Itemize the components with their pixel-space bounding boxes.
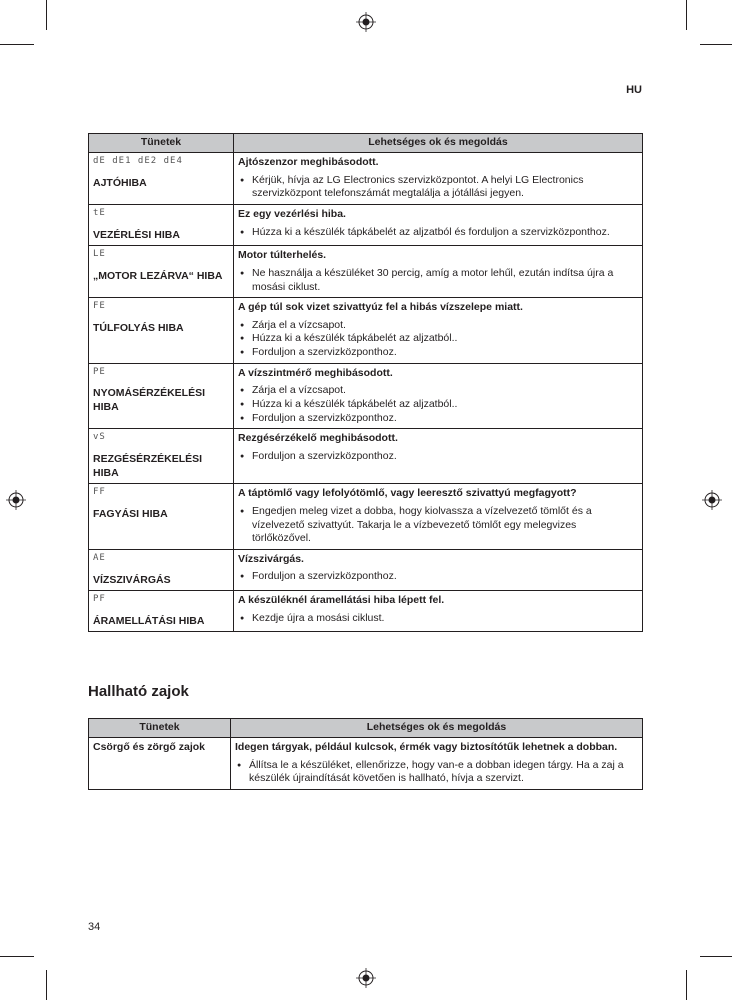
solution-list [238,267,637,294]
cause-cell [231,738,643,790]
solution-step: ● Kezdje újra a mosási ciklust. [238,612,637,626]
symptom-cell [89,204,234,245]
solution-list [238,174,637,201]
crop-mark [46,970,47,1000]
symptom-cell [89,363,234,429]
cause-text: Ez egy vezérlési hiba. [238,207,346,220]
page-number: 34 [88,921,101,933]
solution-step: ● Ne használja a készüléket 30 percig, amíg a motor lehűl, ezután indítsa újra a mosási ciklust. [238,267,637,294]
cause-text: Idegen tárgyak, például kulcsok, érmék vagy biztosítótűk lehetnek a dobban. [235,741,618,753]
symptom-cell [89,484,234,550]
crop-mark [686,970,687,1000]
solution-step: ● Engedjen meleg vizet a dobba, hogy kiolvassza a vízelvezető tömlőt és a vízelvezető szivattyút. Takarja le a vízbevezető tömlőt egy melegvizes törlőközővel. [238,505,637,546]
column-header-causes: Lehetséges ok és megoldás [231,719,643,738]
cause-text: Rezgésérzékelő meghibásodott. [238,432,398,445]
cause-text: Motor túlterhelés. [238,249,327,262]
table-header-row [89,134,643,153]
symptom-name: NYOMÁSÉRZÉKELÉSI HIBA [93,387,206,414]
crop-mark [700,956,732,957]
solution-step: ● Forduljon a szervizközponthoz. [238,346,637,360]
table-row [89,204,643,245]
symptom-name: FAGYÁSI HIBA [93,507,168,520]
error-code: FE [93,301,106,312]
symptom-name: AJTÓHIBA [93,176,147,189]
table-row [89,246,643,298]
cause-cell [234,484,643,550]
symptom-name: TÚLFOLYÁS HIBA [93,321,184,334]
solution-step: ● Húzza ki a készülék tápkábelét az aljzatból és forduljon a szervizközponthoz. [238,226,637,240]
error-code: PF [93,594,106,605]
column-header-causes: Lehetséges ok és megoldás [234,134,643,153]
error-code: vS [93,432,106,443]
error-code: tE [93,207,106,218]
column-header-symptoms: Tünetek [89,719,231,738]
symptom-name: REZGÉSÉRZÉKELÉSI HIBA [93,452,203,479]
solution-step: ● Húzza ki a készülék tápkábelét az aljzatból.. [238,398,637,412]
solution-step: ● Kérjük, hívja az LG Electronics szervizközpontot. A helyi LG Electronics szervizközpont telefonszámát megtalálja a jótállási jegyen. [238,174,637,201]
noise-table [88,718,643,790]
table-row [89,738,643,790]
table-row [89,153,643,205]
error-code: FF [93,487,106,498]
cause-text: A vízszintmérő meghibásodott. [238,366,393,379]
cause-cell [234,246,643,298]
cause-text: Vízszivárgás. [238,552,304,565]
solution-step: ● Zárja el a vízcsapot. [238,319,637,333]
solution-list [238,226,637,240]
crop-mark [686,0,687,30]
solution-list [238,505,637,546]
table-row [89,484,643,550]
symptom-name: VÍZSZIVÁRGÁS [93,573,171,586]
solution-list [238,450,637,464]
cause-text: Ajtószenzor meghibásodott. [238,156,379,168]
cause-text: A táptömlő vagy lefolyótömlő, vagy leeresztő szivattyú megfagyott? [238,487,577,500]
crop-mark [46,0,47,30]
cause-cell [234,298,643,364]
solution-step: ● Zárja el a vízcsapot. [238,384,637,398]
table-row [89,549,643,590]
solution-list [238,570,637,584]
registration-mark-icon [356,12,376,32]
solution-step: ● Forduljon a szervizközponthoz. [238,450,637,464]
crop-mark [0,956,34,957]
symptom-name: ÁRAMELLÁTÁSI HIBA [93,614,205,627]
section-title: Hallható zajok [88,683,189,700]
cause-text: A készüléknél áramellátási hiba lépett fel. [238,594,445,607]
solution-list [238,612,637,626]
table-row [89,363,643,429]
cause-cell [234,591,643,632]
cause-text: A gép túl sok vizet szivattyúz fel a hibás vízszelepe miatt. [238,301,523,314]
error-code: dE dE1 dE2 dE4 [93,156,183,166]
registration-mark-icon [6,490,26,510]
solution-step: ● Forduljon a szervizközponthoz. [238,412,637,426]
symptom-cell [89,246,234,298]
symptom-cell [89,298,234,364]
cause-cell [234,429,643,484]
cause-cell [234,153,643,205]
crop-mark [0,44,34,45]
table-row [89,429,643,484]
solution-step: ● Állítsa le a készüléket, ellenőrizze, hogy van-e a dobban idegen tárgy. Ha a zaj a készülék újraindítását követően is hallható, hívja a szervizt. [235,759,637,786]
table-row [89,591,643,632]
solution-list [238,319,637,360]
error-code: PE [93,366,106,377]
solution-list [235,759,637,786]
cause-cell [234,549,643,590]
registration-mark-icon [356,968,376,988]
symptom-name: „MOTOR LEZÁRVA“ HIBA [93,269,223,282]
table-row [89,298,643,364]
column-header-symptoms: Tünetek [89,134,234,153]
symptom-cell [89,429,234,484]
symptom-cell [89,549,234,590]
cause-cell [234,204,643,245]
solution-step: ● Forduljon a szervizközponthoz. [238,570,637,584]
error-codes-table [88,133,643,632]
symptom-name: VEZÉRLÉSI HIBA [93,228,180,241]
solution-list [238,384,637,425]
table-header-row [89,719,643,738]
crop-mark [700,44,732,45]
symptom-cell: Csörgő és zörgő zajok [89,738,231,790]
solution-step: ● Húzza ki a készülék tápkábelét az aljzatból.. [238,332,637,346]
symptom-cell [89,153,234,205]
language-label: HU [626,84,642,96]
error-code: LE [93,249,106,260]
error-code: AE [93,552,106,563]
symptom-cell [89,591,234,632]
cause-cell [234,363,643,429]
registration-mark-icon [702,490,722,510]
